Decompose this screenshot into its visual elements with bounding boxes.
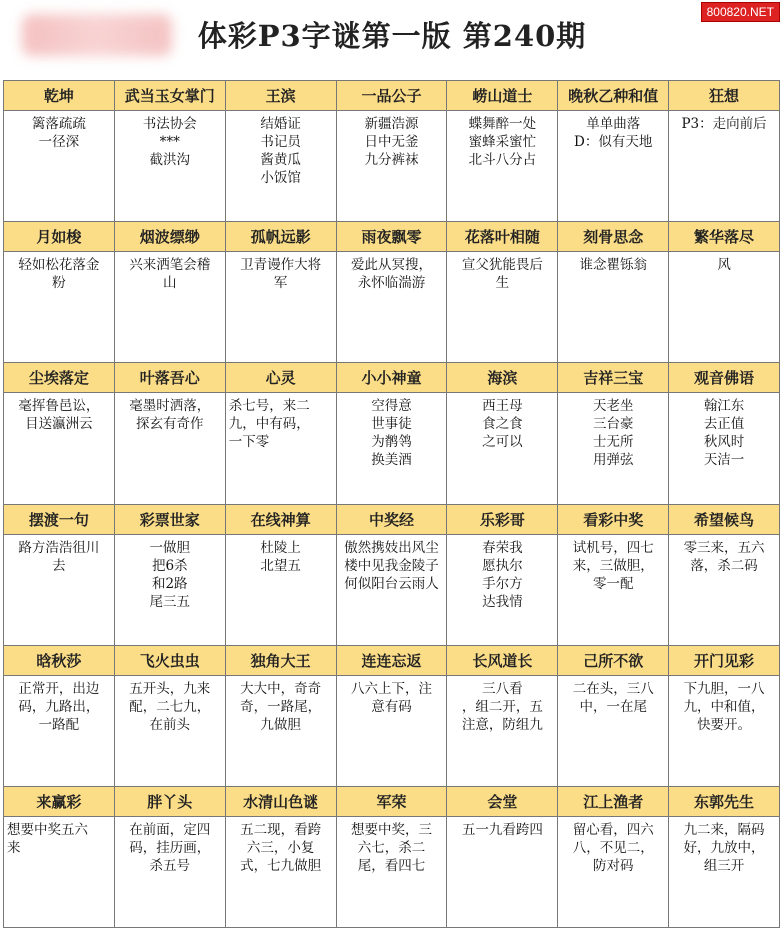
cell-title: 月如梭 [4, 222, 114, 252]
cell-text: 风 [717, 257, 731, 274]
riddle-cell [337, 505, 448, 646]
cell-title: 刻骨思念 [558, 222, 668, 252]
cell-title: 己所不欲 [558, 646, 668, 676]
riddle-cell [558, 81, 669, 222]
riddle-cell [226, 363, 337, 504]
cell-text: 毫墨时洒落， 探玄有奇作 [129, 398, 211, 433]
riddle-cell [115, 222, 226, 363]
cell-title: 乾坤 [4, 81, 114, 111]
cell-text: 一做胆 把6杀 和2路 尾三五 [149, 539, 191, 610]
riddle-cell [558, 646, 669, 787]
cell-title: 胖丫头 [115, 787, 225, 817]
cell-title: 心灵 [226, 363, 336, 393]
cell-title: 狂想 [669, 81, 779, 111]
riddle-cell [669, 646, 780, 787]
riddle-cell [226, 646, 337, 787]
cell-text: 篱落疏疏 一径深 [31, 116, 86, 150]
cell-text: 正常开，出边 码，九路出， 一路配 [18, 680, 100, 733]
riddle-cell [447, 222, 558, 363]
riddle-cell [447, 363, 558, 504]
cell-text: 书法协会 *** 截洪沟 [142, 116, 197, 168]
riddle-cell [115, 646, 226, 787]
cell-title: 繁华落尽 [669, 222, 779, 252]
cell-text: 空得意 世事徒 为鹡鸰 换美酒 [371, 398, 412, 469]
cell-title: 水清山色谜 [226, 787, 336, 817]
cell-text: 杜陵上 北望五 [260, 539, 301, 574]
riddle-cell [337, 363, 448, 504]
riddle-cell [115, 505, 226, 646]
riddle-cell [4, 363, 115, 504]
cell-title: 独角大王 [226, 646, 336, 676]
cell-title: 中奖经 [337, 505, 447, 535]
cell-text: 天老坐 三台豪 士无所 用弹弦 [592, 398, 634, 469]
cell-text: 九二来，隔码 好，九放中， 组三开 [683, 821, 765, 874]
riddle-cell [115, 81, 226, 222]
page-header [0, 0, 784, 72]
cell-title: 雨夜飘零 [337, 222, 447, 252]
riddle-grid [3, 80, 780, 928]
cell-text: 蝶舞醉一处 蜜蜂采蜜忙 北斗八分占 [468, 116, 537, 168]
cell-text: 结婚证 书记员 酱黄瓜 小饭馆 [260, 116, 301, 186]
riddle-cell [337, 222, 448, 363]
cell-text: 想要中奖，三 六七，杀二 尾，看四七 [350, 821, 432, 874]
site-watermark: 800820.NET [701, 2, 780, 22]
cell-title: 连连忘返 [337, 646, 447, 676]
cell-text: 路方浩浩徂川 去 [18, 539, 100, 574]
riddle-cell [669, 222, 780, 363]
cell-text: 杀七号，来二 九，中有码， 一下零 [228, 398, 310, 451]
cell-title: 吉祥三宝 [558, 363, 668, 393]
cell-title: 花落叶相随 [447, 222, 557, 252]
cell-title: 彩票世家 [115, 505, 225, 535]
cell-title: 东郭先生 [669, 787, 779, 817]
riddle-cell [669, 787, 780, 928]
cell-text: 三八看 ，组二开，五 注意，防组九 [461, 680, 543, 733]
riddle-cell [447, 505, 558, 646]
cell-title: 开门见彩 [669, 646, 779, 676]
riddle-cell [4, 222, 115, 363]
cell-title: 飞火虫虫 [115, 646, 225, 676]
riddle-cell [115, 787, 226, 928]
riddle-cell [226, 81, 337, 222]
cell-title: 烟波缥缈 [115, 222, 225, 252]
riddle-cell [115, 363, 226, 504]
riddle-cell [226, 787, 337, 928]
riddle-cell [669, 81, 780, 222]
cell-title: 希望候鸟 [669, 505, 779, 535]
cell-text: 在前面，定四 码，挂历画， 杀五号 [129, 821, 211, 874]
cell-text: 五开头，九来 配，二七九， 在前头 [129, 680, 211, 733]
cell-title: 小小神童 [337, 363, 447, 393]
cell-text: 八六上下，注 意有码 [350, 680, 432, 715]
page-title: 体彩P3字谜第一版 第240期 [197, 19, 587, 53]
cell-title: 叶落吾心 [115, 363, 225, 393]
cell-title: 一品公子 [337, 81, 447, 111]
cell-title: 在线神算 [226, 505, 336, 535]
cell-title: 晚秋乙种和值 [558, 81, 668, 111]
riddle-cell [337, 787, 448, 928]
cell-title: 晗秋莎 [4, 646, 114, 676]
cell-text: P3：走向前后 [681, 116, 767, 132]
cell-text: 单单曲落 D：似有天地 [574, 116, 653, 150]
cell-title: 长风道长 [447, 646, 557, 676]
cell-text: 卫青谩作大将 军 [240, 257, 322, 292]
cell-title: 来赢彩 [4, 787, 114, 817]
riddle-cell [447, 787, 558, 928]
riddle-cell [337, 81, 448, 222]
cell-title: 江上渔者 [558, 787, 668, 817]
cell-text: 谁念瞿铄翁 [579, 257, 647, 274]
riddle-cell [4, 81, 115, 222]
cell-title: 武当玉女掌门 [115, 81, 225, 111]
cell-text: 零三来，五六 落，杀二码 [683, 539, 765, 574]
cell-text: 大大中，奇奇 奇，一路尾， 九做胆 [240, 680, 322, 733]
cell-text: 下九胆，一八 九，中和值， 快要开。 [683, 680, 765, 733]
riddle-cell [558, 787, 669, 928]
cell-text: 春荣我 愿执尔 手尔方 达我情 [482, 539, 523, 610]
cell-text: 留心看，四六 八，不见二， 防对码 [572, 821, 654, 874]
cell-text: 试机号，四七 来，三做胆， 零一配 [572, 539, 654, 592]
riddle-cell [337, 646, 448, 787]
riddle-cell [447, 81, 558, 222]
riddle-cell [4, 505, 115, 646]
riddle-cell [226, 505, 337, 646]
cell-text: 兴来洒笔会稽 山 [129, 257, 211, 292]
cell-text: 轻如松花落金 粉 [18, 257, 100, 292]
riddle-cell [4, 646, 115, 787]
cell-text: 想要中奖五六 来 [7, 821, 88, 856]
cell-title: 军荣 [337, 787, 447, 817]
cell-text: 宣父犹能畏后 生 [461, 257, 543, 292]
riddle-cell [558, 222, 669, 363]
cell-text: 毫挥鲁邑讼， 目送瀛洲云 [18, 398, 100, 433]
cell-text: 翰江东 去正值 秋风时 天洁一 [703, 398, 745, 469]
cell-title: 看彩中奖 [558, 505, 668, 535]
riddle-cell [669, 505, 780, 646]
cell-title: 崂山道士 [447, 81, 557, 111]
riddle-cell [669, 363, 780, 504]
cell-title: 摆渡一句 [4, 505, 114, 535]
riddle-cell [226, 222, 337, 363]
cell-text: 爱此从冥搜， 永怀临湍游 [350, 257, 432, 292]
cell-text: 二在头，三八 中，一在尾 [572, 680, 654, 715]
cell-title: 海滨 [447, 363, 557, 393]
cell-title: 孤帆远影 [226, 222, 336, 252]
riddle-cell [558, 505, 669, 646]
riddle-cell [558, 363, 669, 504]
cell-title: 乐彩哥 [447, 505, 557, 535]
cell-text: 五二现，看跨 六三，小复 式，七九做胆 [240, 821, 322, 874]
cell-text: 新疆浩源 日中无釜 九分裤袜 [364, 116, 419, 168]
riddle-cell [4, 787, 115, 928]
cell-title: 会堂 [447, 787, 557, 817]
cell-title: 观音佛语 [669, 363, 779, 393]
cell-text: 西王母 食之食 之可以 [482, 398, 523, 451]
cell-text: 傲然携妓出风尘 楼中见我金陵子 何似阳台云雨人 [344, 539, 439, 592]
cell-title: 尘埃落定 [4, 363, 114, 393]
cell-text: 五一九看跨四 [461, 821, 543, 838]
cell-title: 王滨 [226, 81, 336, 111]
riddle-cell [447, 646, 558, 787]
